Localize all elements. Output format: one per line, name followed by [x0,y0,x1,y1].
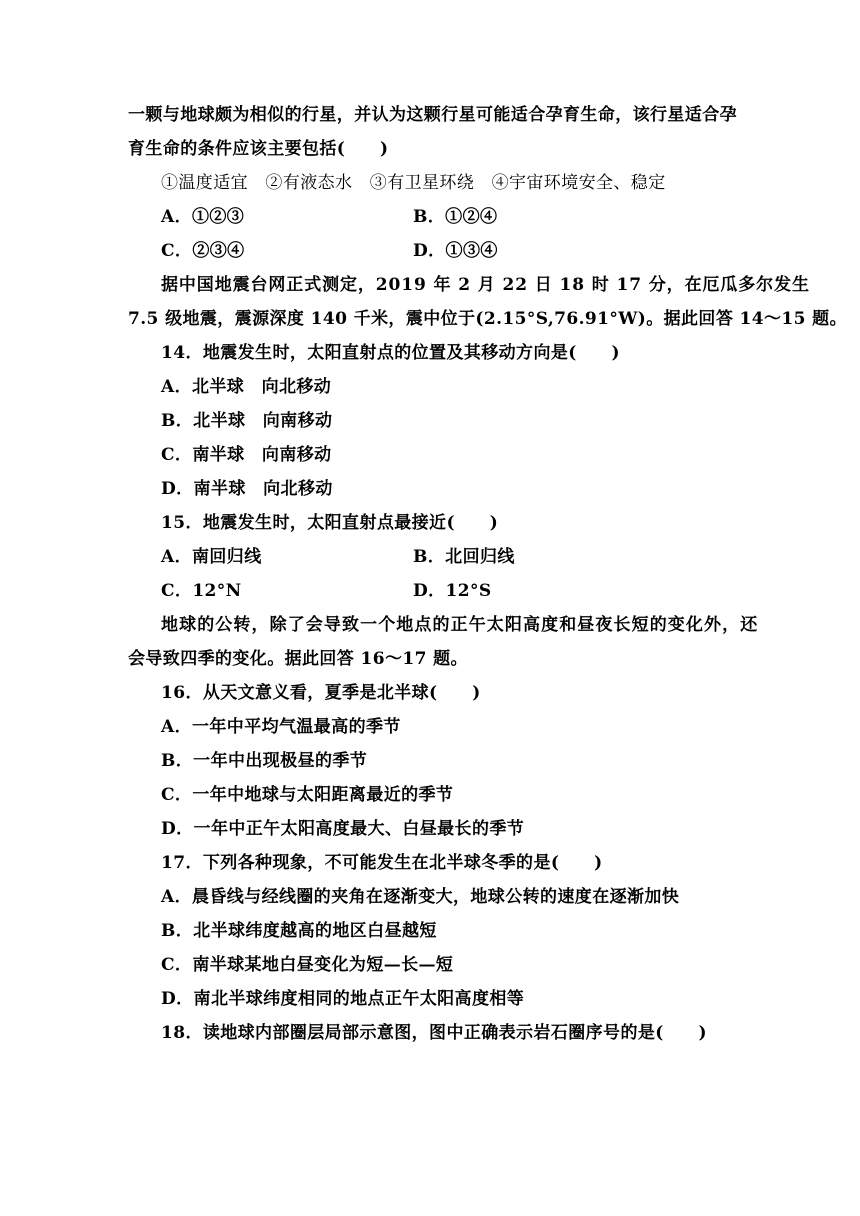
q16-option-d: D．一年中正午太阳高度最大、白昼最长的季节 [161,819,525,839]
passage-14-15-line2: 7.5 级地震，震源深度 140 千米，震中位于(2.15°S,76.91°W)。据此回答 14～15 题。 [128,309,847,329]
q16-option-b: B．一年中出现极昼的季节 [161,751,368,771]
q15-option-a: A．南回归线 [161,547,262,567]
q13-stem-line1: 一颗与地球颇为相似的行星，并认为这颗行星可能适合孕育生命，该行星适合孕 [128,105,737,125]
q18-stem: 18．读地球内部圈层局部示意图，图中正确表示岩石圈序号的是( ) [161,1023,707,1043]
q16-stem: 16．从天文意义看，夏季是北半球( ) [161,683,481,703]
q16-option-c: C．一年中地球与太阳距离最近的季节 [161,785,454,805]
q15-option-b: B．北回归线 [413,547,515,567]
q17-stem: 17．下列各种现象，不可能发生在北半球冬季的是( ) [161,853,603,873]
q17-option-c: C．南半球某地白昼变化为短—长—短 [161,955,454,975]
q13-option-a: A．①②③ [161,207,245,227]
q14-option-c: C．南半球 向南移动 [161,445,332,465]
q13-option-b: B．①②④ [413,207,498,227]
q15-stem: 15．地震发生时，太阳直射点最接近( ) [161,513,499,533]
q14-option-b: B．北半球 向南移动 [161,411,333,431]
q17-option-d: D．南北半球纬度相同的地点正午太阳高度相等 [161,989,525,1009]
q14-option-d: D．南半球 向北移动 [161,479,333,499]
q16-option-a: A．一年中平均气温最高的季节 [161,717,401,737]
q17-option-b: B．北半球纬度越高的地区白昼越短 [161,921,437,941]
q15-option-d: D．12°S [413,581,492,601]
q13-stem-line2: 育生命的条件应该主要包括( ) [128,139,389,159]
q13-option-d: D．①③④ [413,241,498,261]
q14-stem: 14．地震发生时，太阳直射点的位置及其移动方向是( ) [161,343,620,363]
q15-option-c: C．12°N [161,581,242,601]
q13-items: ①温度适宜 ②有液态水 ③有卫星环绕 ④宇宙环境安全、稳定 [161,173,666,193]
passage-16-17-line1: 地球的公转，除了会导致一个地点的正午太阳高度和昼夜长短的变化外，还 [161,615,759,635]
q17-option-a: A．晨昏线与经线圈的夹角在逐渐变大，地球公转的速度在逐渐加快 [161,887,680,907]
passage-16-17-line2: 会导致四季的变化。据此回答 16～17 题。 [128,649,468,669]
passage-14-15-line1: 据中国地震台网正式测定，2019 年 2 月 22 日 18 时 17 分，在厄瓜多尔发生 [161,275,810,295]
q14-option-a: A．北半球 向北移动 [161,377,332,397]
q13-option-c: C．②③④ [161,241,245,261]
